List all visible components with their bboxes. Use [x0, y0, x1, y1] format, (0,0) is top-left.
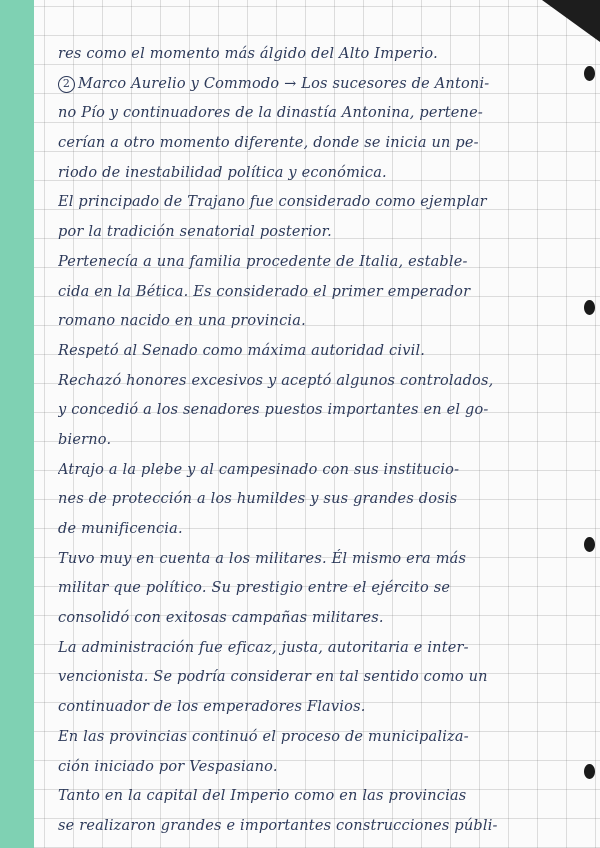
- text-line: [58, 812, 574, 842]
- line-text: consolidó con exitosas campañas militares.: [58, 610, 384, 627]
- line-text: cerían a otro momento diferente, donde se inicia un pe-: [58, 135, 479, 152]
- text-line: [58, 663, 574, 693]
- text-line: [58, 574, 574, 604]
- item-number-circle: 2: [58, 76, 75, 93]
- text-line: [58, 456, 574, 486]
- punch-hole: [584, 300, 595, 315]
- text-line: [58, 159, 574, 189]
- line-text: bierno.: [58, 431, 112, 448]
- text-line: [58, 604, 574, 634]
- line-text: La administración fue eficaz, justa, autoritaria e inter-: [58, 639, 469, 656]
- line-text: y concedió a los senadores puestos importantes en el go-: [58, 402, 489, 419]
- text-line: [58, 307, 574, 337]
- text-line: [58, 278, 574, 308]
- text-line: [58, 426, 574, 456]
- text-line: [58, 693, 574, 723]
- text-line: [58, 545, 574, 575]
- line-text: vencionista. Se podría considerar en tal sentido como un: [58, 669, 488, 686]
- text-line: [58, 218, 574, 248]
- text-line: [58, 723, 574, 753]
- text-line: [58, 248, 574, 278]
- punch-hole: [584, 66, 595, 81]
- handwritten-notes: [58, 40, 574, 842]
- line-text: riodo de inestabilidad política y económica.: [58, 164, 387, 181]
- line-text: Tuvo muy en cuenta a los militares. Él mismo era más: [58, 550, 467, 567]
- line-text: Respetó al Senado como máxima autoridad civil.: [58, 342, 426, 359]
- line-text: En las provincias continuó el proceso de municipaliza-: [58, 728, 469, 745]
- line-text: ción iniciado por Vespasiano.: [58, 758, 278, 775]
- punch-hole: [584, 537, 595, 552]
- line-text: por la tradición senatorial posterior.: [58, 224, 332, 241]
- text-line: [58, 515, 574, 545]
- text-line: [58, 40, 574, 70]
- line-text: Atrajo a la plebe y al campesinado con sus institucio-: [58, 461, 460, 478]
- line-text: Tanto en la capital del Imperio como en las provincias: [58, 788, 467, 805]
- line-text: se realizaron grandes e importantes construcciones públi-: [58, 817, 498, 834]
- text-line: [58, 396, 574, 426]
- text-line: [58, 337, 574, 367]
- page-corner-shadow: [542, 0, 600, 42]
- line-text: romano nacido en una provincia.: [58, 313, 306, 330]
- text-line: [58, 129, 574, 159]
- line-text: res como el momento más álgido del Alto Imperio.: [58, 46, 438, 62]
- line-text: Marco Aurelio y Commodo → Los sucesores de Antoni-: [78, 75, 490, 92]
- line-text: Pertenecía a una familia procedente de Italia, estable-: [58, 253, 468, 270]
- text-line: [58, 99, 574, 129]
- text-line: [58, 367, 574, 397]
- text-line: [58, 634, 574, 664]
- line-text: Rechazó honores excesivos y aceptó algunos controlados,: [58, 372, 494, 389]
- line-text: continuador de los emperadores Flavios.: [58, 699, 366, 716]
- text-line: [58, 485, 574, 515]
- line-text: El principado de Trajano fue considerado como ejemplar: [58, 194, 487, 211]
- text-line: [58, 70, 574, 100]
- text-line: [58, 782, 574, 812]
- text-line: [58, 188, 574, 218]
- line-text: cida en la Bética. Es considerado el primer emperador: [58, 283, 471, 300]
- binding-strip: [0, 0, 34, 848]
- line-text: militar que político. Su prestigio entre el ejército se: [58, 580, 451, 597]
- punch-hole: [584, 764, 595, 779]
- line-text: no Pío y continuadores de la dinastía Antonina, pertene-: [58, 105, 483, 122]
- line-text: nes de protección a los humildes y sus grandes dosis: [58, 491, 458, 508]
- line-text: de munificencia.: [58, 521, 183, 537]
- text-line: [58, 753, 574, 783]
